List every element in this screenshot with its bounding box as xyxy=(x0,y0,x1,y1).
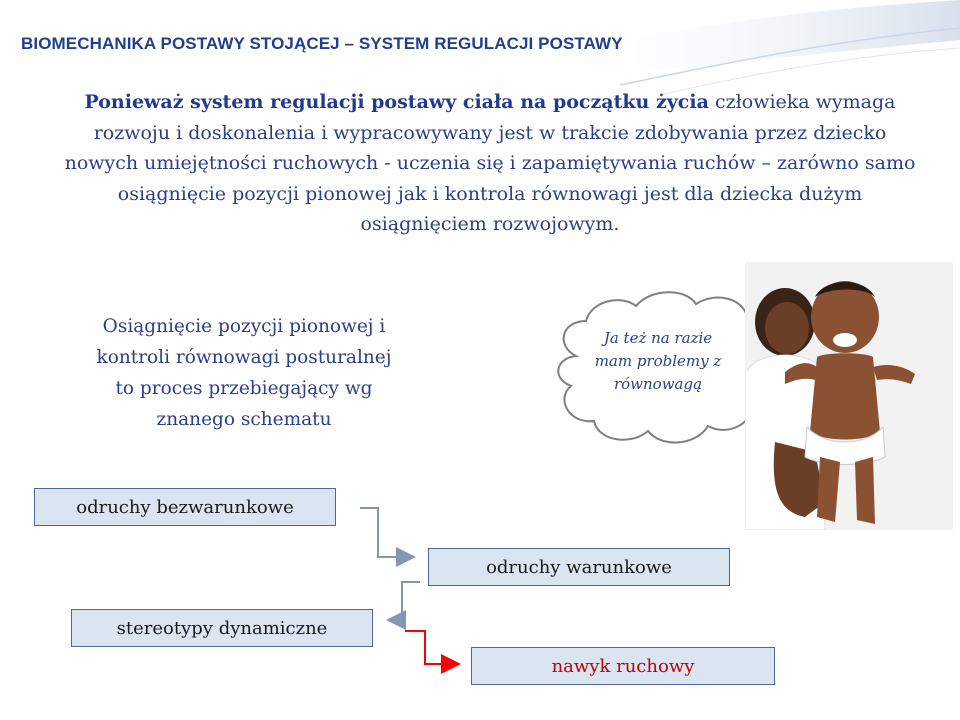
intro-paragraph xyxy=(60,87,920,240)
intro-rest: człowieka wymaga rozwoju i doskonalenia i wypracowywany jest w trakcie zdobywania przez dziecko nowych umiejętności ruchowych - uczenia się i zapamiętywania ruchów – zarówno samo osiągnięcie pozycji pionowej jak i kontrola równowagi jest dla dziecka dużym osiągnięciem rozwojowym. xyxy=(64,91,916,236)
arrow-stereotypes-to-habit xyxy=(405,631,457,664)
thought-bubble-text: Ja też na razie mam problemy z równowagą xyxy=(594,329,722,393)
box-dynamic-stereotypes: stereotypy dynamiczne xyxy=(71,609,373,647)
box-unconditioned-reflexes: odruchy bezwarunkowe xyxy=(34,488,336,526)
arrow-unconditioned-to-conditioned xyxy=(360,508,412,557)
slide-title: BIOMECHANIKA POSTAWY STOJĄCEJ – SYSTEM REGULACJI POSTAWY xyxy=(21,34,623,53)
box-conditioned-reflexes: odruchy warunkowe xyxy=(428,548,730,586)
box-motor-habit: nawyk ruchowy xyxy=(471,647,775,685)
process-callout: Osiągnięcie pozycji pionowej i kontroli równowagi posturalnej to proces przebiegający wg znanego schematu xyxy=(96,316,392,430)
mother-and-baby-photo xyxy=(745,262,953,530)
intro-lead: Ponieważ system regulacji postawy ciała na początku życia xyxy=(84,91,709,113)
arrow-conditioned-to-stereotypes xyxy=(390,582,420,620)
